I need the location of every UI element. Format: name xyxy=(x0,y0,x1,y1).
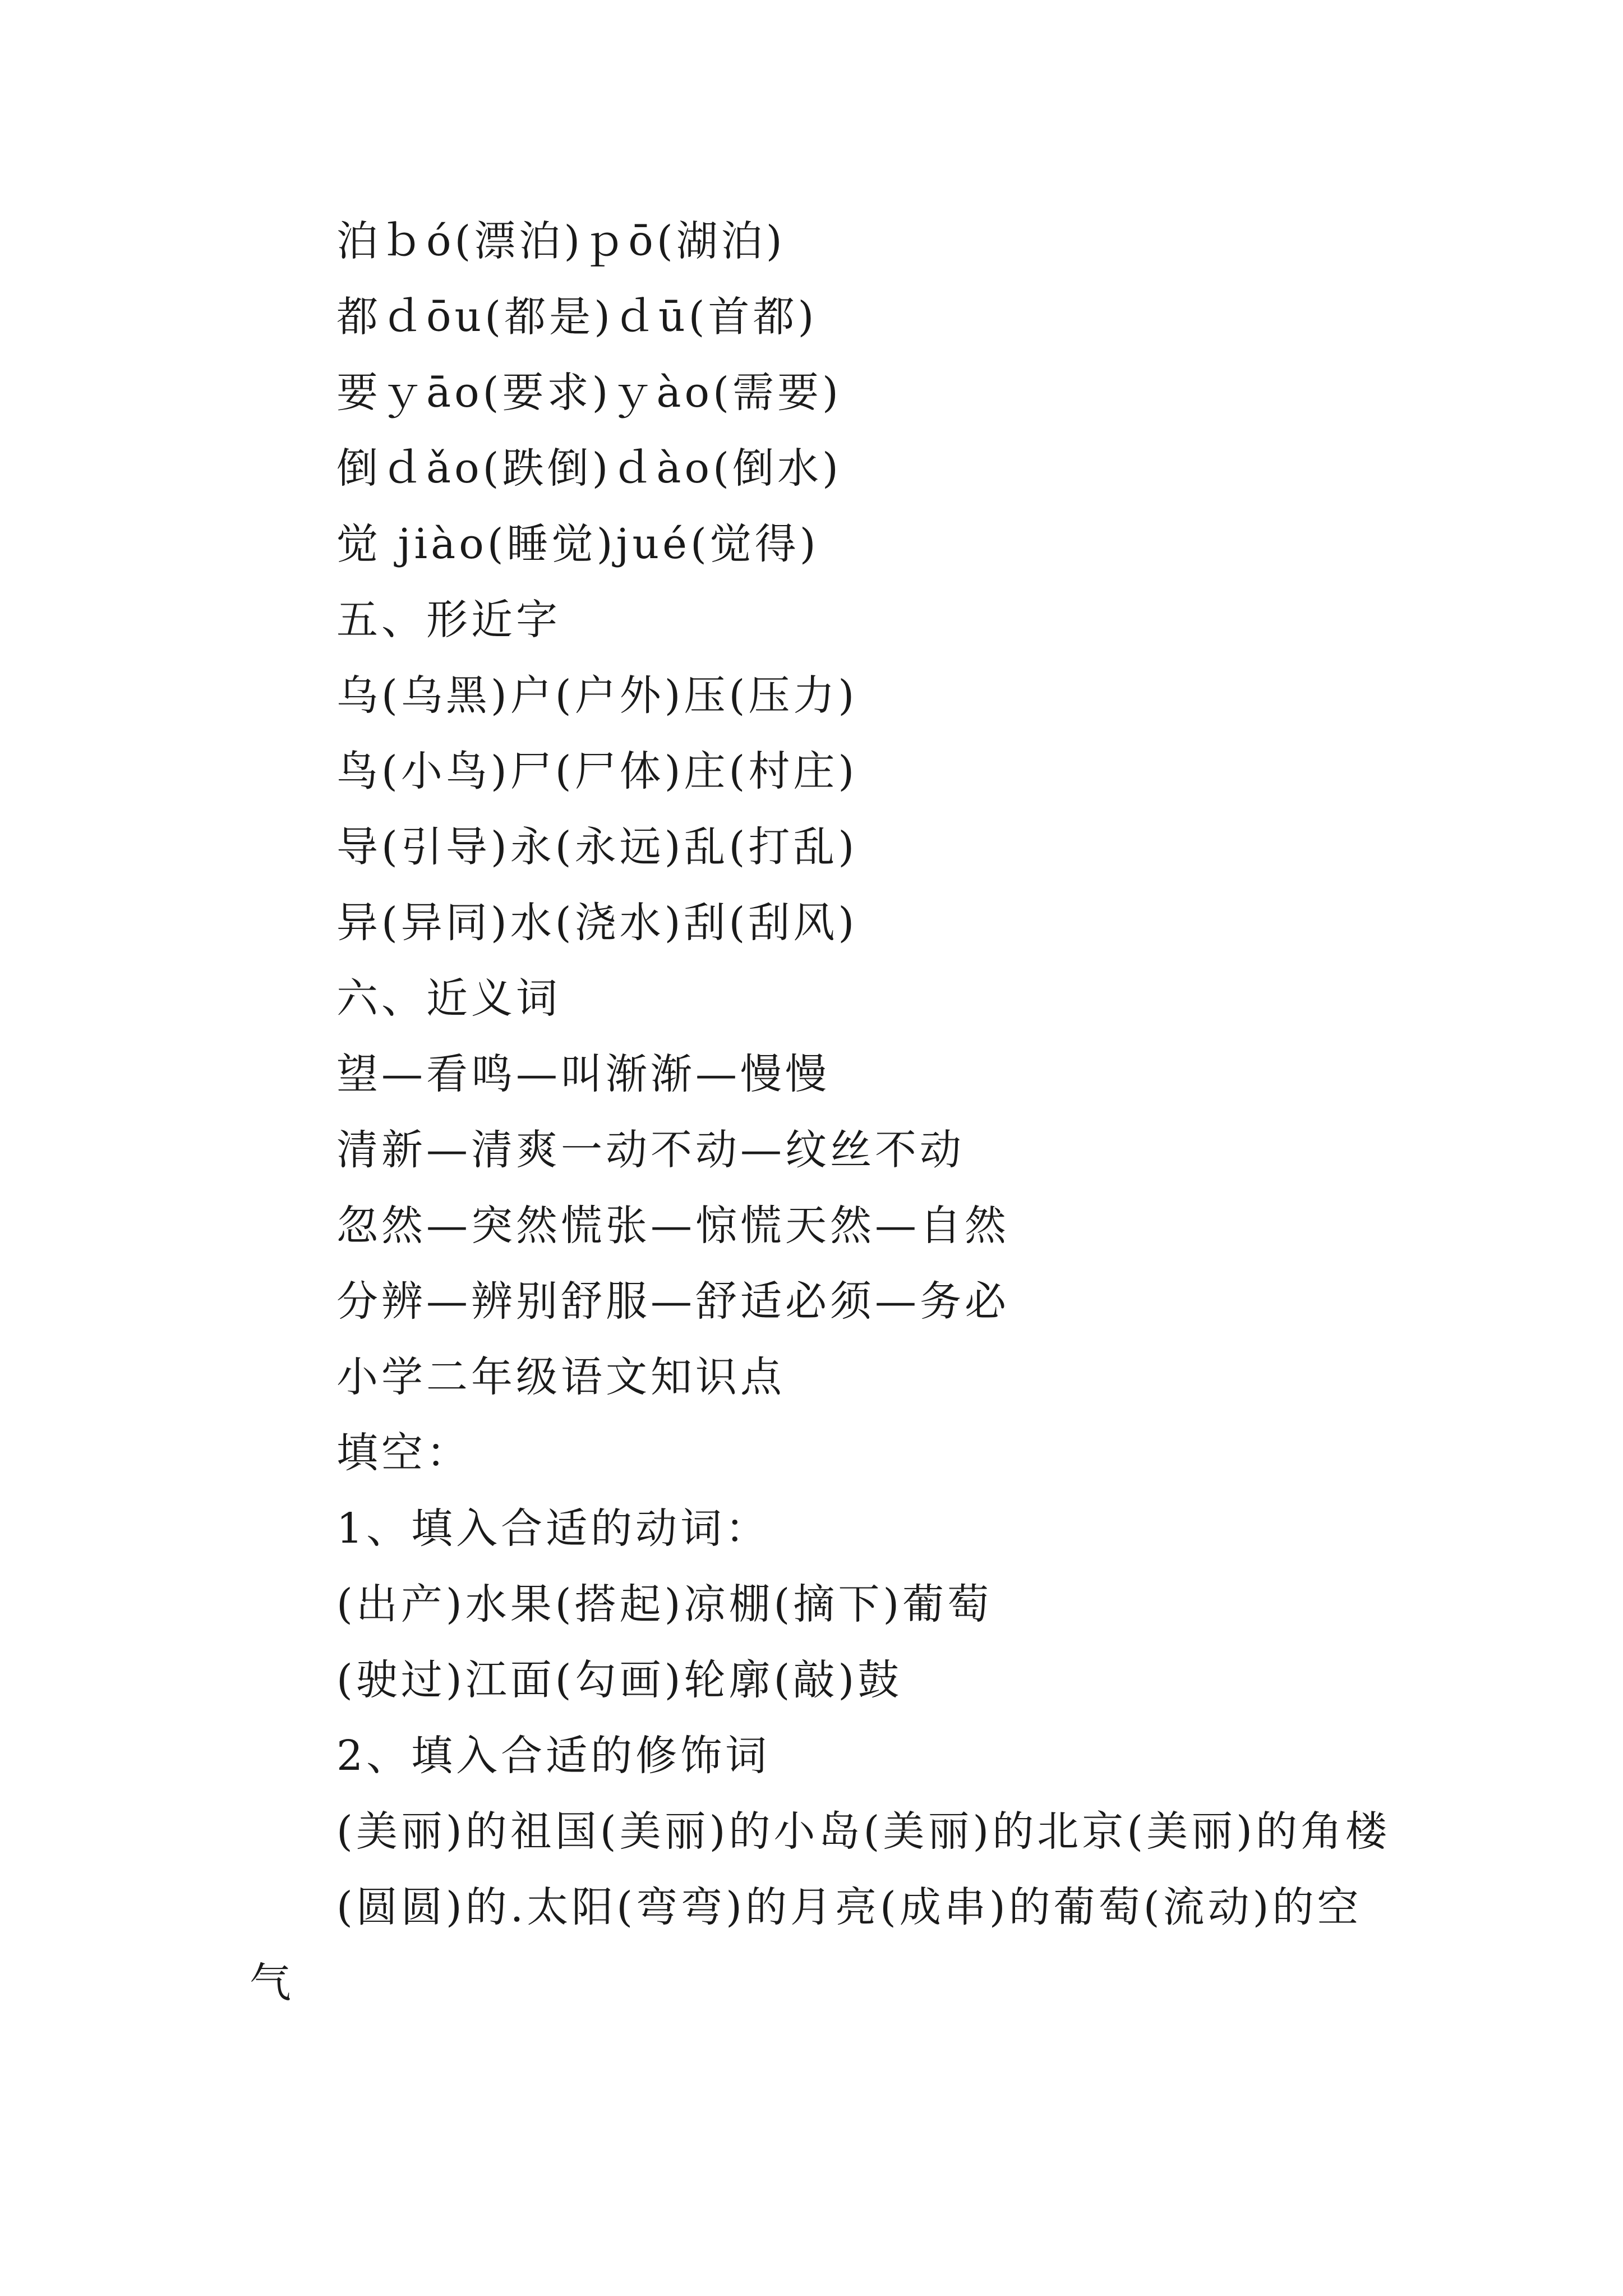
document-subtitle: 小学二年级语文知识点 xyxy=(336,1353,785,1401)
similar-characters-line-3: 导(引导)永(永远)乱(打乱) xyxy=(336,823,858,871)
section-heading-synonyms: 六、近义词 xyxy=(336,974,561,1023)
similar-characters-line-4: 异(异同)水(浇水)刮(刮风) xyxy=(336,899,858,947)
fill-blanks-verbs-line-2: (驶过)江面(勾画)轮廓(敲)鼓 xyxy=(336,1656,903,1704)
section-heading-similar-characters: 五、形近字 xyxy=(336,596,561,644)
polyphone-line-2: 都ｄōu(都是)ｄū(首都) xyxy=(336,293,818,341)
fill-blanks-item-1-heading: 1、填入合适的动词： xyxy=(336,1504,771,1553)
similar-characters-line-1: 乌(乌黑)户(户外)压(压力) xyxy=(336,671,858,720)
fill-blanks-modifiers-line-2: (圆圆)的.太阳(弯弯)的月亮(成串)的葡萄(流动)的空 xyxy=(336,1883,1362,1931)
synonyms-line-4: 分辨—辨别舒服—舒适必须—务必 xyxy=(336,1277,1009,1326)
section-heading-fill-blanks: 填空： xyxy=(336,1429,471,1477)
polyphone-line-4: 倒ｄǎo(跌倒)ｄào(倒水) xyxy=(336,444,842,493)
similar-characters-line-2: 鸟(小鸟)尸(尸体)庄(村庄) xyxy=(336,747,858,795)
polyphone-line-1: 泊ｂó(漂泊)ｐō(湖泊) xyxy=(336,217,786,265)
synonyms-line-1: 望—看鸣—叫渐渐—慢慢 xyxy=(336,1050,830,1098)
fill-blanks-verbs-line-1: (出产)水果(搭起)凉棚(摘下)葡萄 xyxy=(336,1580,993,1628)
synonyms-line-3: 忽然—突然慌张—惊慌天然—自然 xyxy=(336,1202,1009,1250)
fill-blanks-modifiers-line-2-continuation: 气 xyxy=(250,1959,294,2007)
fill-blanks-item-2-heading: 2、填入合适的修饰词 xyxy=(336,1732,771,1780)
synonyms-line-2: 清新—清爽一动不动—纹丝不动 xyxy=(336,1126,965,1174)
polyphone-line-3: 要ｙāo(要求)ｙào(需要) xyxy=(336,369,842,417)
polyphone-line-5: 觉 jiào(睡觉)jué(觉得) xyxy=(336,520,819,568)
fill-blanks-modifiers-line-1: (美丽)的祖国(美丽)的小岛(美丽)的北京(美丽)的角楼 xyxy=(336,1807,1390,1856)
